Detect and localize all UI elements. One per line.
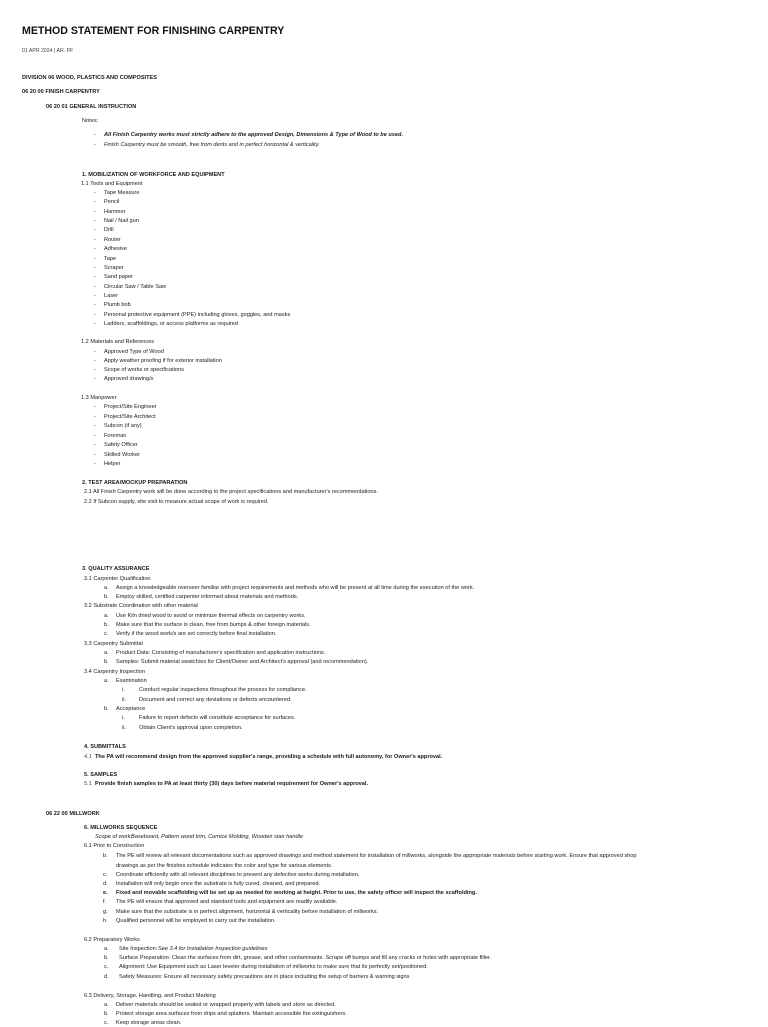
list-item-note: See 3.4 for Installation Inspection guidelines bbox=[158, 946, 268, 952]
list-item: Apply weather proofing if for exterior installation bbox=[104, 358, 222, 365]
bullet-marker: - bbox=[94, 246, 96, 253]
list-marker: a. bbox=[104, 613, 109, 619]
list-item: Personal protective equipment (PPE) including gloves, goggles, and masks bbox=[104, 311, 291, 318]
bullet-marker: - bbox=[94, 302, 96, 309]
list-item: Provide finish samples to PA at least thirty (30) days before material requirement for Owner's approval. bbox=[95, 781, 369, 787]
bullet-marker: - bbox=[94, 199, 96, 206]
list-item: Document and correct any deviations or defects encountered. bbox=[139, 697, 292, 703]
list-item: 2.1 All Finish Carpentry work will be done according to the project specifications and manufacturer's recommendations. bbox=[84, 489, 378, 495]
list-marker: ii. bbox=[122, 725, 127, 731]
list-marker: b. bbox=[103, 853, 108, 859]
list-marker: a. bbox=[104, 585, 109, 591]
list-marker: b. bbox=[104, 706, 109, 712]
list-item: Safety Officer bbox=[104, 442, 138, 448]
bullet-marker: - bbox=[94, 292, 96, 299]
list-marker: f. bbox=[103, 899, 107, 905]
list-item: Coordinate efficiently with all relevant disciplines to prevent any defective works during installation. bbox=[116, 872, 360, 878]
bullet-marker: - bbox=[94, 255, 96, 262]
list-item: Foreman bbox=[104, 432, 127, 439]
bullet-marker: - bbox=[94, 264, 96, 271]
list-item: Laser bbox=[104, 292, 118, 299]
scope-text: Baseboard, Pattern wood trim, Cornice Molding, Wooden stair handle bbox=[131, 834, 303, 840]
subsection-label: 1.2 Materials and References bbox=[81, 339, 155, 345]
subsection-label: 3.3 Carpentry Submittal bbox=[84, 641, 143, 647]
list-marker: i. bbox=[122, 715, 125, 721]
bullet-marker: - bbox=[94, 432, 96, 439]
page-title: METHOD STATEMENT FOR FINISHING CARPENTRY bbox=[22, 25, 285, 37]
bullet-marker: - bbox=[94, 132, 96, 138]
list-item: Product Data: Consisting of manufacturer's specification and application instructions. bbox=[116, 650, 326, 656]
list-item: Make sure that the substrate is in perfect alignment, horizontal & verticality before installation of millworks. bbox=[116, 909, 379, 915]
notes-label: Notes: bbox=[82, 118, 99, 124]
list-marker: a. bbox=[104, 1002, 109, 1008]
list-item: Nail / Nail gun bbox=[104, 218, 139, 225]
list-item: Approved drawing/s bbox=[104, 376, 154, 383]
bullet-marker: - bbox=[94, 423, 96, 429]
list-marker: e. bbox=[103, 890, 108, 896]
list-marker: a. bbox=[104, 650, 109, 656]
list-item: Conduct regular inspections throughout the process for compliance. bbox=[139, 687, 307, 693]
division-heading: DIVISION 06 WOOD, PLASTICS AND COMPOSITES bbox=[22, 75, 157, 81]
list-item: Samples: Submit material swatch/es for Client/Owner and Architect's approval (and recommendation). bbox=[116, 659, 369, 665]
list-marker: h. bbox=[103, 918, 108, 924]
list-marker: d. bbox=[104, 974, 109, 980]
list-marker: c. bbox=[103, 872, 108, 878]
list-marker: b. bbox=[104, 594, 109, 600]
subsection-label: 6.1 Prior to Construction bbox=[84, 843, 145, 849]
list-item: Assign a knowledgeable overseer familiar with project requirements and methods who will be present at all time during the execution of the work. bbox=[116, 585, 475, 591]
subsection-label: 3.4 Carpentry Inspection bbox=[84, 669, 145, 675]
bullet-marker: - bbox=[94, 349, 96, 355]
list-marker: 5.1 bbox=[84, 781, 92, 787]
bullet-marker: - bbox=[94, 358, 96, 365]
list-item: Fixed and movable scaffolding will be set up as needed for working at height. Prior to use, the safety officer will inspect the scaffolding. bbox=[116, 890, 477, 896]
list-item: Scope of works or specifications bbox=[104, 367, 184, 374]
note-item: Finish Carpentry must be smooth, free from dents and in perfect horizontal & verticality. bbox=[104, 142, 320, 148]
bullet-marker: - bbox=[94, 274, 96, 281]
list-item: Circular Saw / Table Saw bbox=[104, 283, 167, 290]
list-item: Tape bbox=[104, 255, 117, 262]
section-heading: 06 20 00 FINISH CARPENTRY bbox=[22, 89, 100, 95]
subsection-label: 6.3 Delivery, Storage, Handling, and Product Marking bbox=[84, 993, 216, 999]
bullet-marker: - bbox=[94, 376, 96, 383]
subsection-label: 1.3 Manpower bbox=[81, 395, 117, 401]
list-item: The PE will review all relevant documentations such as approved drawings and method statement for installation of millworks, alongside the appropriate materials before starting work. Ensure that approved shop bbox=[116, 853, 637, 859]
list-item: The PE will ensure that approved and standard tools and equipment are readily available. bbox=[116, 899, 338, 905]
list-item: Installation will only begin once the substrate is fully cured, cleaned, and prepared. bbox=[116, 881, 320, 887]
section-heading: 2. TEST AREA/MOCKUP PREPARATION bbox=[82, 480, 188, 486]
bullet-marker: - bbox=[94, 404, 96, 410]
bullet-marker: - bbox=[94, 413, 96, 420]
scope-label: Scope of work: bbox=[95, 834, 132, 840]
list-marker: c. bbox=[104, 1020, 109, 1026]
list-marker: c. bbox=[104, 964, 109, 970]
list-item: Ladders, scaffoldings, or access platforms as required bbox=[104, 321, 238, 328]
section-heading: 5. SAMPLES bbox=[84, 772, 118, 778]
list-marker: b. bbox=[104, 622, 109, 628]
list-item: Acceptance bbox=[116, 706, 146, 712]
list-item: drawings as per the finishes schedule indicates the color and type for various elements. bbox=[116, 863, 333, 869]
list-item: Subcon (if any) bbox=[104, 423, 142, 429]
list-marker: a. bbox=[104, 946, 109, 952]
list-item: Failure to report defects will constitute acceptance for surfaces. bbox=[139, 715, 296, 721]
bullet-marker: - bbox=[94, 208, 96, 215]
list-item: Verify if the wood work/s are set correctly before final installation. bbox=[116, 631, 277, 637]
subsection-heading: 06 20 01 GENERAL INSTRUCTION bbox=[46, 104, 137, 110]
list-item: Safety Measures: Ensure all necessary safety precautions are in place including the setup of barriers & warning signs bbox=[119, 974, 410, 980]
list-item: Adhesive bbox=[104, 246, 128, 253]
list-item: Plumb bob bbox=[104, 302, 131, 309]
list-item: Protect storage area surfaces from drips and splatters. Maintain accessible fire extinguishers. bbox=[116, 1011, 347, 1017]
list-item: Sand paper bbox=[104, 274, 133, 281]
list-marker: 4.1 bbox=[84, 754, 92, 760]
bullet-marker: - bbox=[94, 236, 96, 243]
list-item: Tape Measure bbox=[104, 190, 140, 196]
list-item: Deliver materials should be sealed or wrapped properly with labels and store as directed. bbox=[116, 1002, 336, 1008]
bullet-marker: - bbox=[94, 142, 96, 148]
list-item: Make sure that the surface is clean, free from bumps & other foreign materials. bbox=[116, 622, 311, 628]
list-marker: g. bbox=[103, 909, 108, 915]
list-marker: b. bbox=[104, 659, 109, 665]
list-item: Qualified personnel will be employed to carry out the installation. bbox=[116, 918, 276, 924]
bullet-marker: - bbox=[94, 190, 96, 196]
list-marker: i. bbox=[122, 687, 125, 693]
bullet-marker: - bbox=[94, 283, 96, 290]
list-item: Drill bbox=[104, 227, 114, 234]
subsection-label: 3.2 Substrate Coordination with other material bbox=[84, 603, 198, 609]
list-item: Scraper bbox=[104, 264, 124, 271]
section-heading: 4. SUBMITTALS bbox=[84, 744, 126, 750]
bullet-marker: - bbox=[94, 442, 96, 448]
list-item: Obtain Client's approval upon completion. bbox=[139, 725, 243, 731]
list-item: Approved Type of Wood bbox=[104, 349, 164, 355]
list-marker: b. bbox=[104, 955, 109, 961]
list-item: Use Kiln dried wood to avoid or minimize thermal effects on carpentry works. bbox=[116, 613, 306, 619]
list-item: Examination bbox=[116, 678, 147, 684]
list-marker: a. bbox=[104, 678, 109, 684]
list-item: Router bbox=[104, 236, 121, 243]
list-item: Surface Preparation: Clean the surfaces from dirt, grease, and other contaminants. Scrape off bumps and fill any cracks or holes with appropriate filler. bbox=[119, 955, 492, 961]
bullet-marker: - bbox=[94, 218, 96, 225]
list-item: Employ skilled, certified carpenter informed about materials and methods. bbox=[116, 594, 299, 600]
bullet-marker: - bbox=[94, 311, 96, 318]
bullet-marker: - bbox=[94, 451, 96, 458]
bullet-marker: - bbox=[94, 321, 96, 328]
section-heading: 1. MOBILIZATION OF WORKFORCE AND EQUIPMENT bbox=[82, 172, 225, 178]
list-item: Alignment: Use Equipment such as Laser leveler during installation of millworks to make sure that its perfectly set/positioned. bbox=[119, 964, 428, 970]
section-heading: 3. QUALITY ASSURANCE bbox=[82, 566, 150, 572]
document-meta: 01 APR 2024 | AR. PF bbox=[22, 48, 74, 54]
list-item: The PA will recommend design from the approved supplier's range, providing a schedule with full autonomy, for Owner's approval. bbox=[95, 754, 443, 760]
list-marker: ii. bbox=[122, 697, 127, 703]
list-item: Hammer bbox=[104, 208, 126, 215]
list-item: Pencil bbox=[104, 199, 120, 206]
subsection-label: 6.2 Preparatory Works bbox=[84, 937, 140, 943]
list-item: Keep storage areas clean. bbox=[116, 1020, 182, 1026]
bullet-marker: - bbox=[94, 227, 96, 234]
bullet-marker: - bbox=[94, 461, 96, 467]
list-item: Project/Site Architect bbox=[104, 413, 156, 420]
section-heading: 6. MILLWORKS SEQUENCE bbox=[84, 825, 158, 831]
list-marker: d. bbox=[103, 881, 108, 887]
list-item: Project/Site Engineer bbox=[104, 404, 157, 410]
section-heading: 06 22 00 MILLWORK bbox=[46, 811, 100, 817]
list-marker: b. bbox=[104, 1011, 109, 1017]
bullet-marker: - bbox=[94, 367, 96, 374]
list-item: Site Inspection: bbox=[119, 946, 158, 952]
subsection-label: 1.1 Tools and Equipment bbox=[81, 181, 143, 187]
list-item: Helper bbox=[104, 461, 121, 467]
list-item: 2.2 If Subcon supply, site visit to measure actual scope of work is required. bbox=[84, 499, 269, 505]
list-item: Skilled Worker bbox=[104, 451, 140, 458]
list-marker: c. bbox=[104, 631, 109, 637]
subsection-label: 3.1 Carpenter Qualification bbox=[84, 576, 151, 582]
note-item: All Finish Carpentry works must strictly adhere to the approved Design, Dimensions & Type of Wood to be used. bbox=[104, 132, 404, 138]
